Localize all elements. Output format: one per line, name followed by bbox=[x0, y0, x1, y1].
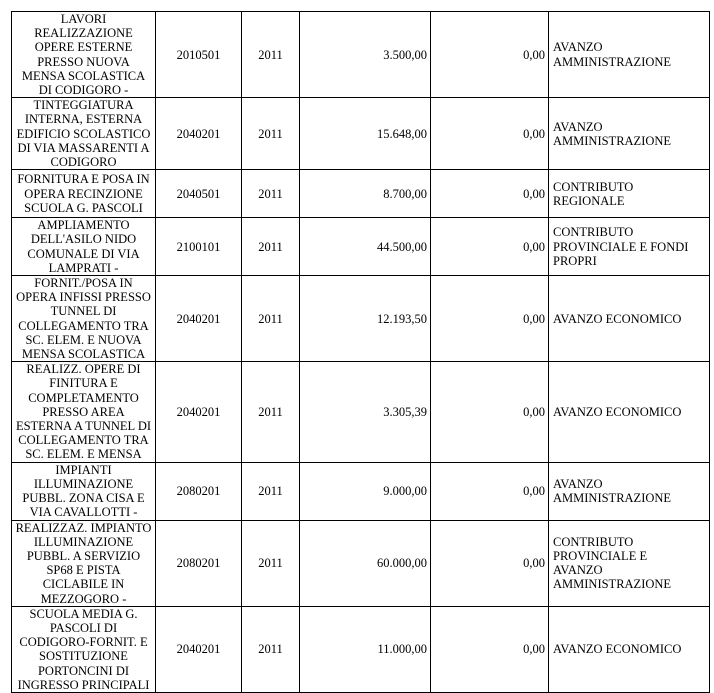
amount-cell: 3.500,00 bbox=[300, 12, 431, 98]
year-cell: 2011 bbox=[242, 170, 300, 218]
table-row bbox=[12, 170, 710, 218]
code-cell: 2040501 bbox=[156, 170, 242, 218]
funding-cell: AVANZO AMMINISTRAZIONE bbox=[549, 98, 710, 170]
year-cell: 2011 bbox=[242, 362, 300, 462]
description-cell: REALIZZAZ. IMPIANTO ILLUMINAZIONE PUBBL. A SERVIZIO SP68 E PISTA CICLABILE IN MEZZOGORO - bbox=[12, 520, 156, 606]
table-row bbox=[12, 276, 710, 362]
year-cell: 2011 bbox=[242, 218, 300, 276]
description-cell: AMPLIAMENTO DELL'ASILO NIDO COMUNALE DI VIA LAMPRATI - bbox=[12, 218, 156, 276]
amount-cell: 8.700,00 bbox=[300, 170, 431, 218]
code-cell: 2100101 bbox=[156, 218, 242, 276]
other-amount-cell: 0,00 bbox=[431, 170, 549, 218]
description-cell: REALIZZ. OPERE DI FINITURA E COMPLETAMENTO PRESSO AREA ESTERNA A TUNNEL DI COLLEGAMENTO TRA SC. ELEM. E MENSA bbox=[12, 362, 156, 462]
year-cell: 2011 bbox=[242, 98, 300, 170]
table-row bbox=[12, 520, 710, 606]
description-cell: FORNIT./POSA IN OPERA INFISSI PRESSO TUNNEL DI COLLEGAMENTO TRA SC. ELEM. E NUOVA MENSA SCOLASTICA bbox=[12, 276, 156, 362]
funding-cell: AVANZO ECONOMICO bbox=[549, 362, 710, 462]
amount-cell: 9.000,00 bbox=[300, 462, 431, 520]
code-cell: 2040201 bbox=[156, 98, 242, 170]
other-amount-cell: 0,00 bbox=[431, 362, 549, 462]
funding-cell: AVANZO AMMINISTRAZIONE bbox=[549, 12, 710, 98]
table-row bbox=[12, 362, 710, 462]
year-cell: 2011 bbox=[242, 520, 300, 606]
table-row bbox=[12, 98, 710, 170]
code-cell: 2010501 bbox=[156, 12, 242, 98]
funding-cell: CONTRIBUTO PROVINCIALE E FONDI PROPRI bbox=[549, 218, 710, 276]
other-amount-cell: 0,00 bbox=[431, 520, 549, 606]
description-cell: SCUOLA MEDIA G. PASCOLI DI CODIGORO-FORNIT. E SOSTITUZIONE PORTONCINI DI INGRESSO PRINCIPALI bbox=[12, 606, 156, 692]
funding-cell: AVANZO ECONOMICO bbox=[549, 276, 710, 362]
year-cell: 2011 bbox=[242, 276, 300, 362]
funding-cell: CONTRIBUTO REGIONALE bbox=[549, 170, 710, 218]
year-cell: 2011 bbox=[242, 12, 300, 98]
table-row bbox=[12, 12, 710, 98]
other-amount-cell: 0,00 bbox=[431, 12, 549, 98]
description-cell: LAVORI REALIZZAZIONE OPERE ESTERNE PRESSO NUOVA MENSA SCOLASTICA DI CODIGORO - bbox=[12, 12, 156, 98]
other-amount-cell: 0,00 bbox=[431, 218, 549, 276]
code-cell: 2080201 bbox=[156, 462, 242, 520]
other-amount-cell: 0,00 bbox=[431, 98, 549, 170]
other-amount-cell: 0,00 bbox=[431, 276, 549, 362]
amount-cell: 44.500,00 bbox=[300, 218, 431, 276]
funding-cell: CONTRIBUTO PROVINCIALE E AVANZO AMMINISTRAZIONE bbox=[549, 520, 710, 606]
code-cell: 2040201 bbox=[156, 362, 242, 462]
description-cell: FORNITURA E POSA IN OPERA RECINZIONE SCUOLA G. PASCOLI bbox=[12, 170, 156, 218]
works-table-body bbox=[12, 12, 710, 693]
table-row bbox=[12, 218, 710, 276]
works-table bbox=[11, 11, 710, 693]
code-cell: 2040201 bbox=[156, 606, 242, 692]
other-amount-cell: 0,00 bbox=[431, 606, 549, 692]
amount-cell: 11.000,00 bbox=[300, 606, 431, 692]
description-cell: TINTEGGIATURA INTERNA, ESTERNA EDIFICIO SCOLASTICO DI VIA MASSARENTI A CODIGORO bbox=[12, 98, 156, 170]
table-row bbox=[12, 462, 710, 520]
amount-cell: 3.305,39 bbox=[300, 362, 431, 462]
amount-cell: 12.193,50 bbox=[300, 276, 431, 362]
funding-cell: AVANZO ECONOMICO bbox=[549, 606, 710, 692]
description-cell: IMPIANTI ILLUMINAZIONE PUBBL. ZONA CISA E VIA CAVALLOTTI - bbox=[12, 462, 156, 520]
amount-cell: 60.000,00 bbox=[300, 520, 431, 606]
amount-cell: 15.648,00 bbox=[300, 98, 431, 170]
year-cell: 2011 bbox=[242, 606, 300, 692]
year-cell: 2011 bbox=[242, 462, 300, 520]
code-cell: 2040201 bbox=[156, 276, 242, 362]
other-amount-cell: 0,00 bbox=[431, 462, 549, 520]
funding-cell: AVANZO AMMINISTRAZIONE bbox=[549, 462, 710, 520]
code-cell: 2080201 bbox=[156, 520, 242, 606]
table-row bbox=[12, 606, 710, 692]
